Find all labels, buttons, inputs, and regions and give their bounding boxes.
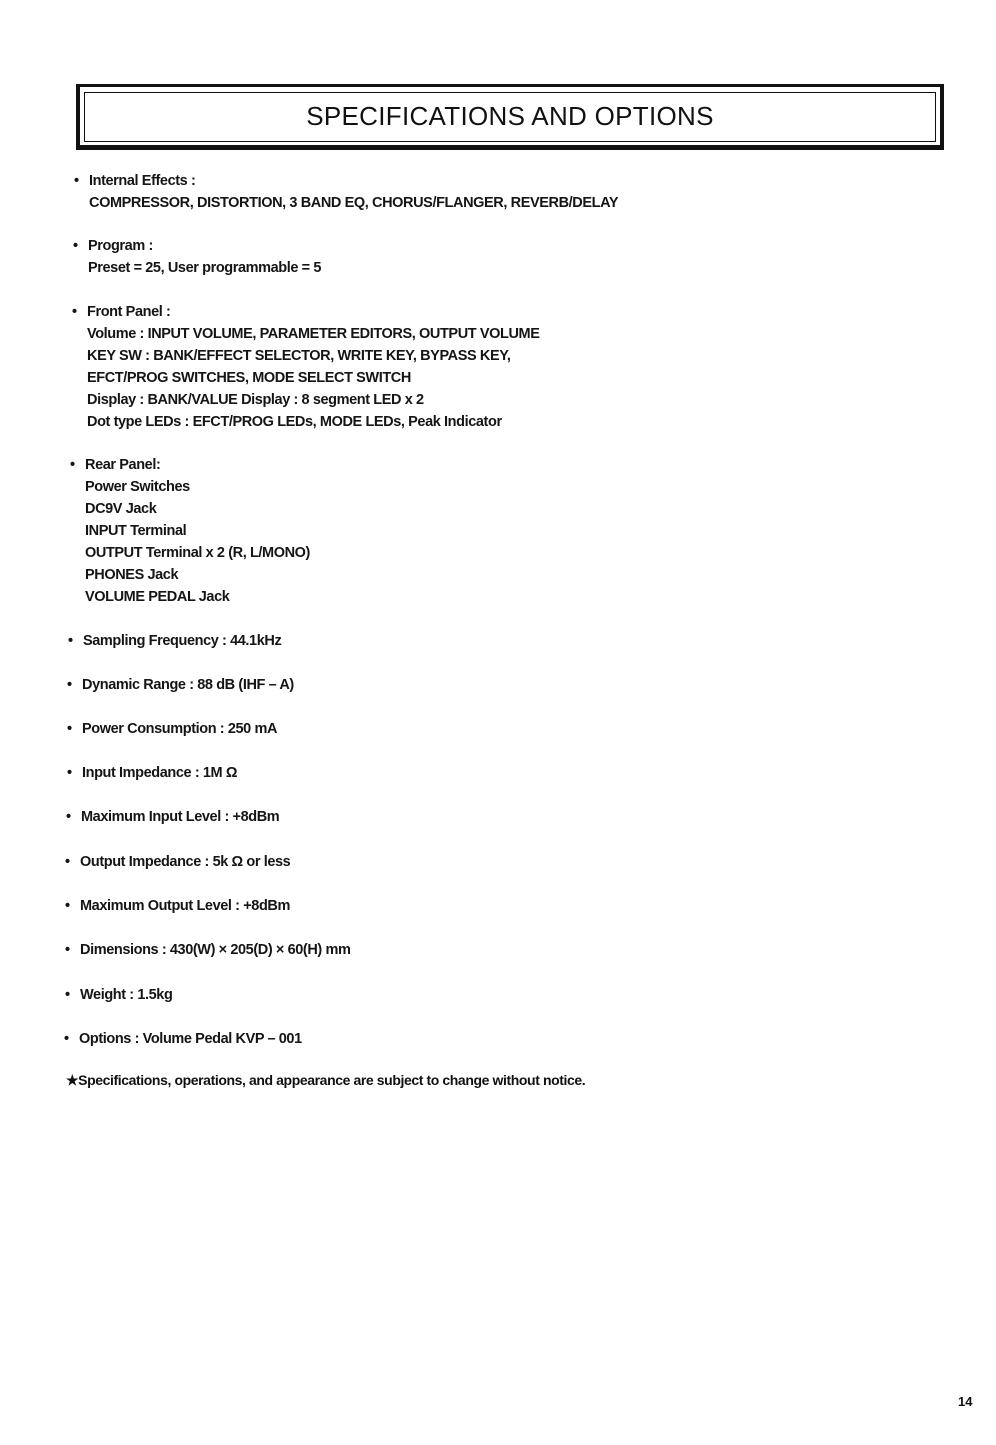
spec-heading: Sampling Frequency : 44.1kHz [83,633,282,649]
spec-item [67,762,238,784]
spec-heading: Dynamic Range : 88 dB (IHF – A) [82,677,294,693]
spec-item [66,806,280,828]
spec-heading: Internal Effects : [89,173,196,189]
spec-heading: Rear Panel: [85,457,161,473]
spec-heading: Output Impedance : 5k Ω or less [80,854,291,870]
spec-item [65,851,291,873]
spec-item [64,1028,302,1050]
spec-detail-line: COMPRESSOR, DISTORTION, 3 BAND EQ, CHORUS/FLANGER, REVERB/DELAY [89,195,619,211]
spec-item [73,235,322,279]
spec-detail-line: Volume : INPUT VOLUME, PARAMETER EDITORS, OUTPUT VOLUME [87,326,540,342]
bullet: • [72,304,77,320]
bullet: • [74,173,79,189]
bullet: • [65,854,70,870]
spec-item [65,895,290,917]
spec-detail-line: OUTPUT Terminal x 2 (R, L/MONO) [85,545,310,561]
bullet: • [65,942,70,958]
bullet: • [67,677,72,693]
spec-detail-line: DC9V Jack [85,501,157,517]
spec-item [70,454,310,608]
spec-heading: Maximum Output Level : +8dBm [80,898,290,914]
spec-item [74,170,619,214]
spec-heading: Program : [88,238,153,254]
spec-detail-line: Display : BANK/VALUE Display : 8 segment LED x 2 [87,392,424,408]
spec-item [68,630,282,652]
spec-item [65,939,351,961]
spec-detail-line: PHONES Jack [85,567,179,583]
spec-detail-line: Preset = 25, User programmable = 5 [88,260,322,276]
bullet: • [65,898,70,914]
bullet: • [73,238,78,254]
spec-item [65,984,173,1006]
spec-heading: Options : Volume Pedal KVP – 001 [79,1031,302,1047]
spec-heading: Weight : 1.5kg [80,987,173,1003]
spec-heading: Maximum Input Level : +8dBm [81,809,280,825]
bullet: • [70,457,75,473]
spec-detail-line: Dot type LEDs : EFCT/PROG LEDs, MODE LEDs, Peak Indicator [87,414,502,430]
bullet: • [66,809,71,825]
page-number: 14 [958,1394,973,1409]
spec-heading: Front Panel : [87,304,171,320]
bullet: • [65,987,70,1003]
spec-item [72,301,540,433]
spec-heading: Power Consumption : 250 mA [82,721,278,737]
spec-detail-line: INPUT Terminal [85,523,187,539]
spec-item [67,674,294,696]
spec-heading: Dimensions : 430(W) × 205(D) × 60(H) mm [80,942,351,958]
title-box [76,84,944,150]
bullet: • [64,1031,69,1047]
bullet: • [68,633,73,649]
spec-heading: Input Impedance : 1M Ω [82,765,238,781]
disclaimer-note: ★Specifications, operations, and appearance are subject to change without notice. [66,1072,586,1088]
spec-detail-line: KEY SW : BANK/EFFECT SELECTOR, WRITE KEY, BYPASS KEY, [87,348,511,364]
spec-detail-line: VOLUME PEDAL Jack [85,589,230,605]
spec-detail-line: EFCT/PROG SWITCHES, MODE SELECT SWITCH [87,370,411,386]
spec-detail-line: Power Switches [85,479,190,495]
bullet: • [67,765,72,781]
page-title: SPECIFICATIONS AND OPTIONS [306,101,714,131]
spec-item [67,718,278,740]
bullet: • [67,721,72,737]
